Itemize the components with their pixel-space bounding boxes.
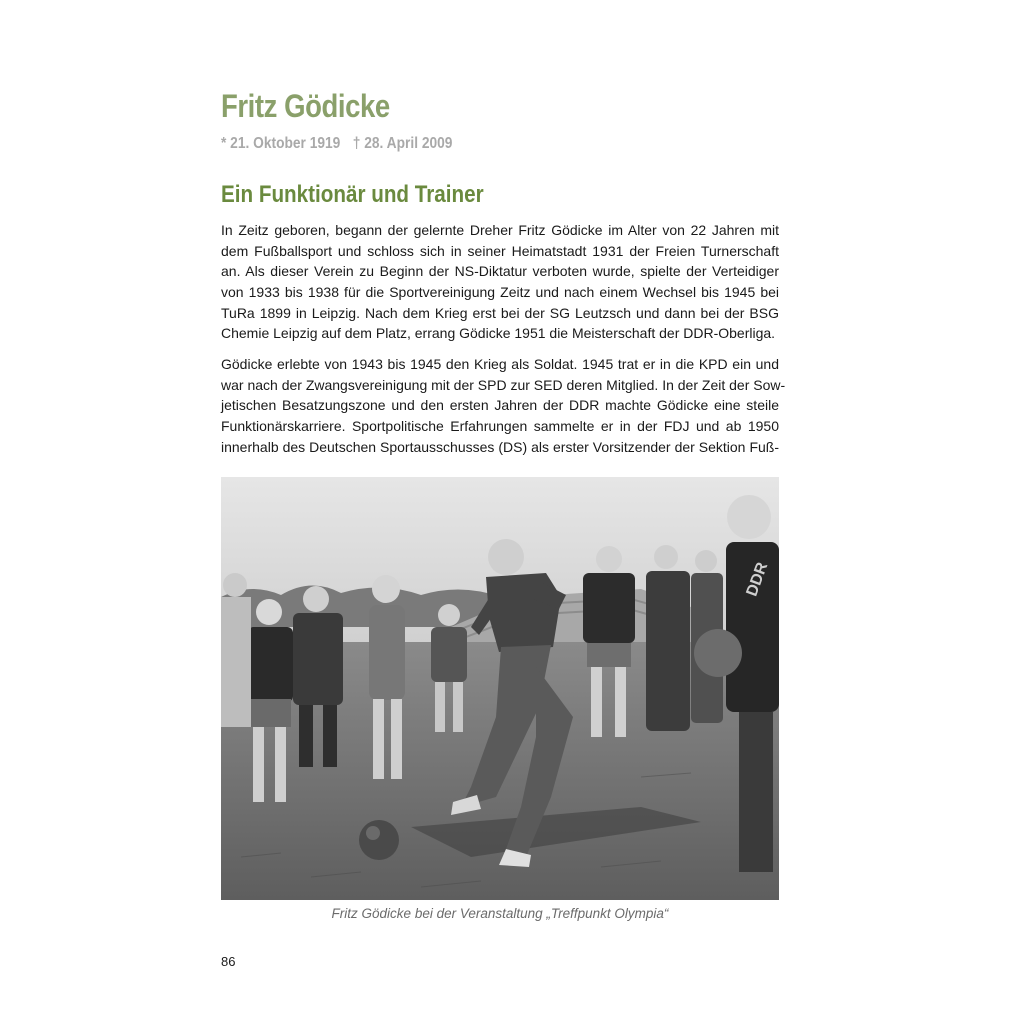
football-in-motion [359, 820, 399, 860]
death-date: † 28. April 2009 [352, 135, 453, 152]
text-line: Funktionärskarriere. Sportpolitische Erfahrungen sammelte er in der FDJ und ab 1950 [221, 418, 779, 435]
jersey-lettering: DDR [743, 560, 772, 599]
text-line: war nach der Zwangsvereinigung mit der SPD zur SED deren Mitglied. In der Zeit der Sow- [221, 376, 786, 393]
held-football [694, 629, 742, 677]
text-line: TuRa 1899 in Leipzig. Nach dem Krieg erst bei der SG Leutzsch und dann bei der BSG [221, 304, 779, 321]
paragraph-2 [221, 354, 786, 457]
text-line: innerhalb des Deutschen Sportausschusses (DS) als erster Vorsitzender der Sektion Fuß- [221, 438, 779, 455]
photo-caption: Fritz Gödicke bei der Veranstaltung „Treffpunkt Olympia“ [331, 906, 669, 921]
text-line: Gödicke erlebte von 1943 bis 1945 den Krieg als Soldat. 1945 trat er in die KPD ein und [221, 356, 779, 372]
page-number: 86 [221, 954, 236, 969]
text-line: In Zeitz geboren, begann der gelernte Dreher Fritz Gödicke im Alter von 22 Jahren mit [221, 222, 779, 238]
photo-illustration [221, 477, 779, 900]
text-line: dem Fußballsport und schloss sich in seiner Heimatstadt 1931 der Freien Turnerschaft [221, 242, 779, 259]
birth-date: * 21. Oktober 1919 [221, 135, 341, 152]
text-line: jetischen Besatzungszone und den ersten Jahren der DDR machte Gödicke eine steile [221, 397, 779, 414]
text-line: an. Als dieser Verein zu Beginn der NS-Diktatur verboten wurde, spielte der Verteidiger [221, 263, 779, 280]
page-title: Fritz Gödicke [221, 88, 390, 124]
text-line: von 1933 bis 1938 für die Sportvereinigung Zeitz und nach einem Wechsel bis 1945 bei [221, 284, 779, 301]
paragraph-1 [221, 220, 779, 344]
section-heading: Ein Funktionär und Trainer [221, 181, 484, 208]
life-dates [221, 135, 452, 153]
text-line: Chemie Leipzig auf dem Platz, errang Gödicke 1951 die Meisterschaft der DDR-Oberliga. [221, 325, 776, 342]
historic-photo [221, 477, 779, 900]
